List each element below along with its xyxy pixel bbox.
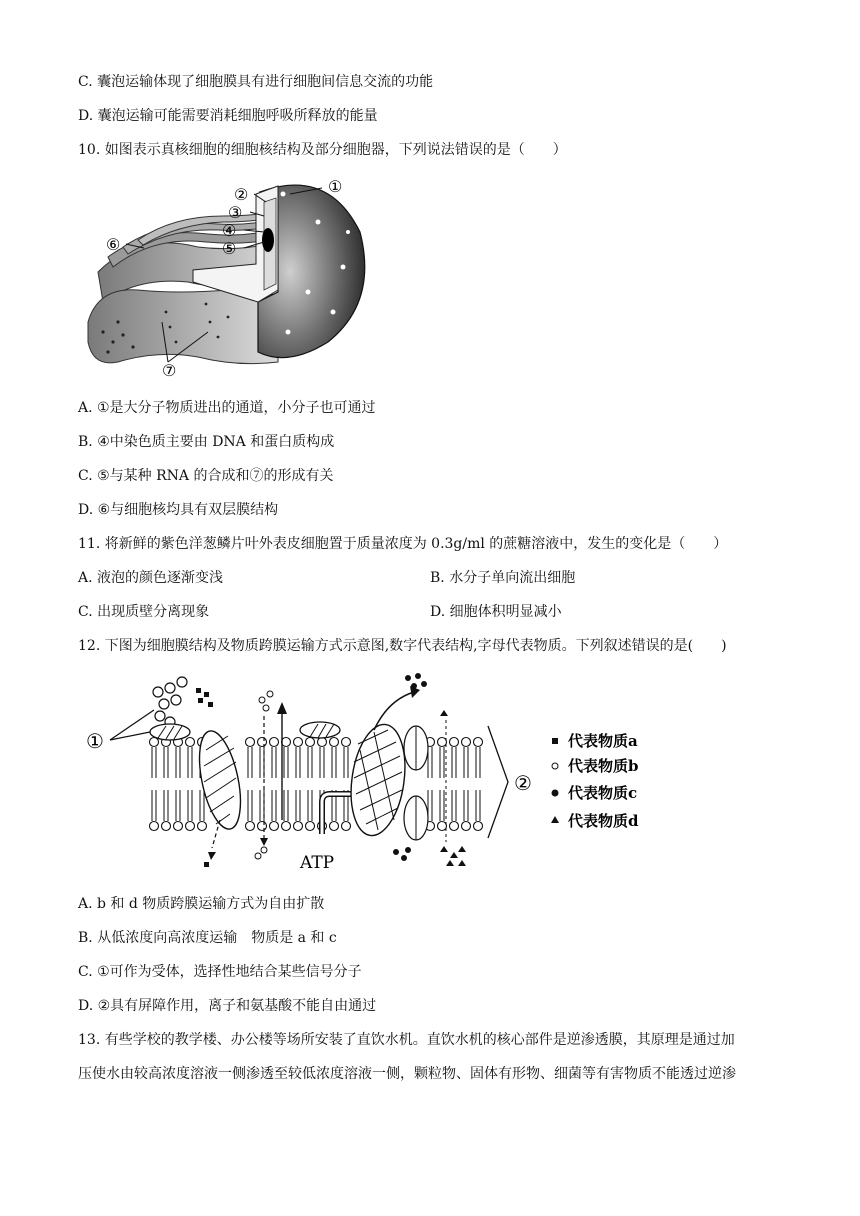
q12-option-d: D. ②具有屏障作用，离子和氨基酸不能自由通过 bbox=[78, 998, 377, 1014]
legend-marker-a bbox=[552, 738, 558, 744]
q12-stem: 12. 下图为细胞膜结构及物质跨膜运输方式示意图,数字代表结构,字母代表物质。下列叙述错误的是( ) bbox=[78, 638, 727, 654]
q10-stem: 10. 如图表示真核细胞的细胞核结构及部分细胞器，下列说法错误的是（ ） bbox=[78, 142, 567, 158]
label-3: ③ bbox=[228, 203, 243, 222]
legend-c: 代表物质c bbox=[568, 784, 638, 802]
q11-option-a: A. 液泡的颜色逐渐变浅 bbox=[78, 570, 224, 586]
legend-d: 代表物质d bbox=[568, 812, 639, 830]
q13-line-2: 压使水由较高浓度溶液一侧渗透至较低浓度溶液一侧，颗粒物、固体有形物、细菌等有害物质不能透过逆渗 bbox=[78, 1066, 736, 1082]
q11-option-d: D. 细胞体积明显减小 bbox=[430, 604, 562, 620]
q12-option-c: C. ①可作为受体，选择性地结合某些信号分子 bbox=[78, 964, 362, 980]
q12-option-b: B. 从低浓度向高浓度运输 物质是 a 和 c bbox=[78, 930, 337, 946]
label-1: ① bbox=[328, 177, 343, 196]
q10-option-c: C. ⑤与某种 RNA 的合成和⑦的形成有关 bbox=[78, 468, 334, 484]
q11-option-c: C. 出现质壁分离现象 bbox=[78, 604, 210, 620]
q11-stem: 11. 将新鲜的紫色洋葱鳞片叶外表皮细胞置于质量浓度为 0.3g/ml 的蔗糖溶液中，发生的变化是（ ） bbox=[78, 536, 728, 552]
q12-option-a: A. b 和 d 物质跨膜运输方式为自由扩散 bbox=[78, 896, 325, 912]
q10-option-d: D. ⑥与细胞核均具有双层膜结构 bbox=[78, 502, 279, 518]
membrane-transport-figure bbox=[78, 670, 668, 880]
legend-marker-b bbox=[552, 763, 558, 769]
atp-label: ATP bbox=[300, 853, 335, 873]
label-2: ② bbox=[234, 185, 249, 204]
nucleus-figure bbox=[78, 172, 368, 384]
label-6: ⑥ bbox=[106, 235, 121, 254]
legend-marker-d bbox=[551, 816, 559, 823]
q13-line-1: 13. 有些学校的教学楼、办公楼等场所安装了直饮水机。直饮水机的核心部件是逆渗透膜，其原理是通过加 bbox=[78, 1032, 735, 1048]
q11-option-b: B. 水分子单向流出细胞 bbox=[430, 570, 576, 586]
legend-a: 代表物质a bbox=[568, 732, 638, 750]
legend-b: 代表物质b bbox=[568, 757, 639, 775]
label-1-receptor: ① bbox=[86, 729, 104, 753]
label-5: ⑤ bbox=[222, 239, 237, 258]
q9-option-d: D. 囊泡运输可能需要消耗细胞呼吸所释放的能量 bbox=[78, 108, 378, 124]
q10-option-a: A. ①是大分子物质进出的通道，小分子也可通过 bbox=[78, 400, 376, 416]
legend bbox=[551, 732, 639, 830]
q9-option-c: C. 囊泡运输体现了细胞膜具有进行细胞间信息交流的功能 bbox=[78, 74, 434, 90]
label-4: ④ bbox=[222, 221, 237, 240]
q10-option-b: B. ④中染色质主要由 DNA 和蛋白质构成 bbox=[78, 434, 335, 450]
legend-marker-c bbox=[552, 790, 559, 797]
label-2-bilayer: ② bbox=[514, 771, 532, 795]
rough-er bbox=[88, 289, 278, 363]
glycoprotein-chain bbox=[153, 677, 187, 727]
label-7: ⑦ bbox=[162, 361, 177, 380]
